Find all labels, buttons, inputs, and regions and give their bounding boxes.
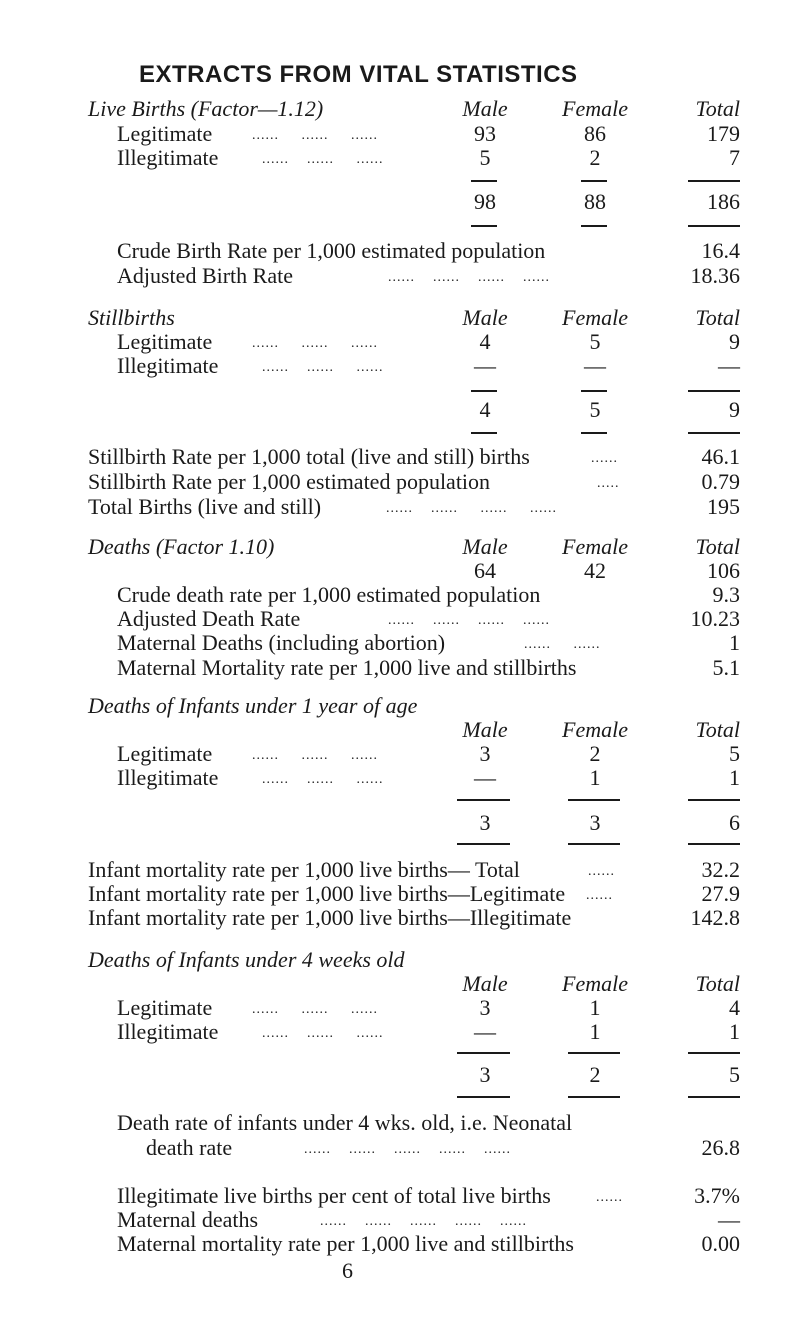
rule	[688, 843, 740, 845]
col-male: Male	[462, 971, 508, 996]
col-female: Female	[562, 305, 628, 330]
stat-label: Crude death rate per 1,000 estimated population	[117, 582, 541, 607]
total-total: 186	[707, 189, 740, 214]
deaths-total: 106	[707, 558, 740, 583]
stat-value: 16.4	[701, 238, 740, 263]
leader-dots: .....	[597, 476, 620, 491]
stat-value: 10.23	[690, 606, 740, 631]
cell-female: 86	[584, 121, 606, 146]
stat-label: Maternal Deaths (including abortion)	[117, 630, 446, 655]
leader-dots: ...... ...... ...... ...... ......	[304, 1142, 511, 1157]
leader-dots: ...... ......	[524, 637, 601, 652]
total-female: 5	[589, 397, 601, 422]
rule	[581, 180, 607, 182]
infants-1yr-heading: Deaths of Infants under 1 year of age	[88, 693, 418, 718]
stat-label: Death rate of infants under 4 wks. old, i.e. Neonatal	[117, 1110, 573, 1135]
rule	[581, 225, 607, 227]
rule	[568, 799, 620, 801]
cell-male: —	[474, 1019, 496, 1044]
stat-label: Illegitimate live births per cent of total live births	[117, 1183, 551, 1208]
col-male: Male	[462, 717, 508, 742]
stat-value: —	[718, 1207, 740, 1232]
col-total: Total	[695, 534, 740, 559]
rule	[688, 180, 740, 182]
cell-female: 2	[589, 741, 601, 766]
col-female: Female	[562, 96, 628, 121]
infants-4wk-heading: Deaths of Infants under 4 weeks old	[88, 947, 405, 972]
row-label: Legitimate	[117, 995, 213, 1020]
cell-female: 2	[589, 145, 601, 170]
cell-total: 5	[729, 741, 740, 766]
stat-label: Stillbirth Rate per 1,000 total (live and still) births	[88, 444, 530, 469]
stat-value: 27.9	[701, 881, 740, 906]
rule	[471, 432, 497, 434]
rule	[568, 1096, 620, 1098]
page-title: EXTRACTS FROM VITAL STATISTICS	[139, 61, 578, 88]
stat-label: Crude Birth Rate per 1,000 estimated population	[117, 238, 546, 263]
cell-total: 4	[729, 995, 740, 1020]
stat-value: 3.7%	[694, 1183, 740, 1208]
deaths-heading: Deaths (Factor 1.10)	[88, 534, 275, 559]
stat-value: 18.36	[690, 263, 740, 288]
rule	[471, 225, 497, 227]
stillbirths-heading: Stillbirths	[88, 305, 175, 330]
col-total: Total	[695, 96, 740, 121]
leader-dots: ...... ...... ...... ......	[386, 501, 557, 516]
stat-label: Infant mortality rate per 1,000 live births—Legitimate	[88, 881, 566, 906]
cell-female: 1	[589, 995, 601, 1020]
stat-label: Adjusted Birth Rate	[117, 263, 293, 288]
total-female: 88	[584, 189, 606, 214]
leader-dots: ...... ...... ...... ...... ......	[320, 1214, 527, 1229]
leader-dots: ...... ...... ......	[252, 128, 378, 143]
cell-male: 5	[479, 145, 491, 170]
stat-value: 32.2	[701, 857, 740, 882]
stat-value: 26.8	[701, 1135, 740, 1160]
stat-value: 1	[729, 630, 740, 655]
col-female: Female	[562, 534, 628, 559]
leader-dots: ......	[588, 864, 615, 879]
total-female: 3	[589, 810, 601, 835]
leader-dots: ...... ...... ......	[262, 1026, 384, 1041]
cell-total: 7	[729, 145, 740, 170]
stat-label: Infant mortality rate per 1,000 live births— Total	[88, 857, 520, 882]
leader-dots: ...... ...... ...... ......	[388, 613, 550, 628]
cell-total: 179	[707, 121, 740, 146]
row-label: Legitimate	[117, 741, 213, 766]
leader-dots: ...... ...... ......	[252, 1002, 378, 1017]
cell-male: 93	[474, 121, 496, 146]
row-label: Legitimate	[117, 121, 213, 146]
col-male: Male	[462, 305, 508, 330]
row-label: Illegitimate	[117, 145, 219, 170]
col-total: Total	[695, 971, 740, 996]
cell-male: 3	[479, 995, 491, 1020]
stat-value: 0.79	[701, 469, 740, 494]
stat-label: Maternal Mortality rate per 1,000 live and stillbirths	[117, 655, 577, 680]
rule	[581, 432, 607, 434]
col-female: Female	[562, 717, 628, 742]
rule	[581, 390, 607, 392]
stat-value: 5.1	[712, 655, 740, 680]
leader-dots: ...... ...... ......	[262, 772, 384, 787]
col-total: Total	[695, 717, 740, 742]
rule	[688, 225, 740, 227]
leader-dots: ......	[586, 888, 613, 903]
rule	[688, 432, 740, 434]
deaths-female: 42	[584, 558, 606, 583]
stat-value: 142.8	[690, 905, 740, 930]
leader-dots: ...... ...... ......	[252, 748, 378, 763]
stat-label: Stillbirth Rate per 1,000 estimated population	[88, 469, 491, 494]
cell-female: —	[584, 353, 606, 378]
rule	[457, 1052, 510, 1054]
row-label: Legitimate	[117, 329, 213, 354]
rule	[457, 843, 510, 845]
stat-value: 46.1	[701, 444, 740, 469]
cell-male: —	[474, 353, 496, 378]
stat-value: 9.3	[712, 582, 740, 607]
rule	[688, 1052, 740, 1054]
rule	[568, 1052, 620, 1054]
total-male: 3	[479, 810, 491, 835]
stat-label: Total Births (live and still)	[88, 494, 322, 519]
rule	[688, 799, 740, 801]
rule	[688, 1096, 740, 1098]
leader-dots: ...... ...... ......	[252, 336, 378, 351]
total-total: 9	[729, 397, 740, 422]
leader-dots: ...... ...... ......	[262, 360, 384, 375]
col-female: Female	[562, 971, 628, 996]
stat-value: 0.00	[701, 1231, 740, 1256]
cell-total: 9	[729, 329, 740, 354]
stat-label: death rate	[146, 1135, 233, 1160]
cell-total: —	[718, 353, 740, 378]
cell-total: 1	[729, 1019, 740, 1044]
cell-male: 3	[479, 741, 491, 766]
rule	[568, 843, 620, 845]
stat-label: Adjusted Death Rate	[117, 606, 301, 631]
total-male: 4	[479, 397, 491, 422]
rule	[457, 1096, 510, 1098]
cell-female: 5	[589, 329, 601, 354]
deaths-male: 64	[474, 558, 496, 583]
row-label: Illegitimate	[117, 353, 219, 378]
stat-label: Maternal deaths	[117, 1207, 259, 1232]
col-male: Male	[462, 534, 508, 559]
col-total: Total	[695, 305, 740, 330]
rule	[457, 799, 510, 801]
leader-dots: ......	[591, 451, 618, 466]
cell-female: 1	[589, 1019, 601, 1044]
stat-label: Maternal mortality rate per 1,000 live and stillbirths	[117, 1231, 574, 1256]
total-total: 6	[729, 810, 740, 835]
total-female: 2	[589, 1062, 601, 1087]
cell-total: 1	[729, 765, 740, 790]
rule	[471, 180, 497, 182]
cell-male: —	[474, 765, 496, 790]
stat-value: 195	[707, 494, 740, 519]
rule	[471, 390, 497, 392]
row-label: Illegitimate	[117, 1019, 219, 1044]
page-number: 6	[342, 1258, 353, 1283]
live-births-heading: Live Births (Factor—1.12)	[88, 96, 324, 121]
cell-male: 4	[479, 329, 491, 354]
leader-dots: ...... ...... ...... ......	[388, 270, 550, 285]
leader-dots: ...... ...... ......	[262, 152, 384, 167]
leader-dots: ......	[596, 1190, 623, 1205]
col-male: Male	[462, 96, 508, 121]
stat-label: Infant mortality rate per 1,000 live births—Illegitimate	[88, 905, 572, 930]
cell-female: 1	[589, 765, 601, 790]
total-total: 5	[729, 1062, 740, 1087]
total-male: 3	[479, 1062, 491, 1087]
row-label: Illegitimate	[117, 765, 219, 790]
rule	[688, 390, 740, 392]
total-male: 98	[474, 189, 496, 214]
